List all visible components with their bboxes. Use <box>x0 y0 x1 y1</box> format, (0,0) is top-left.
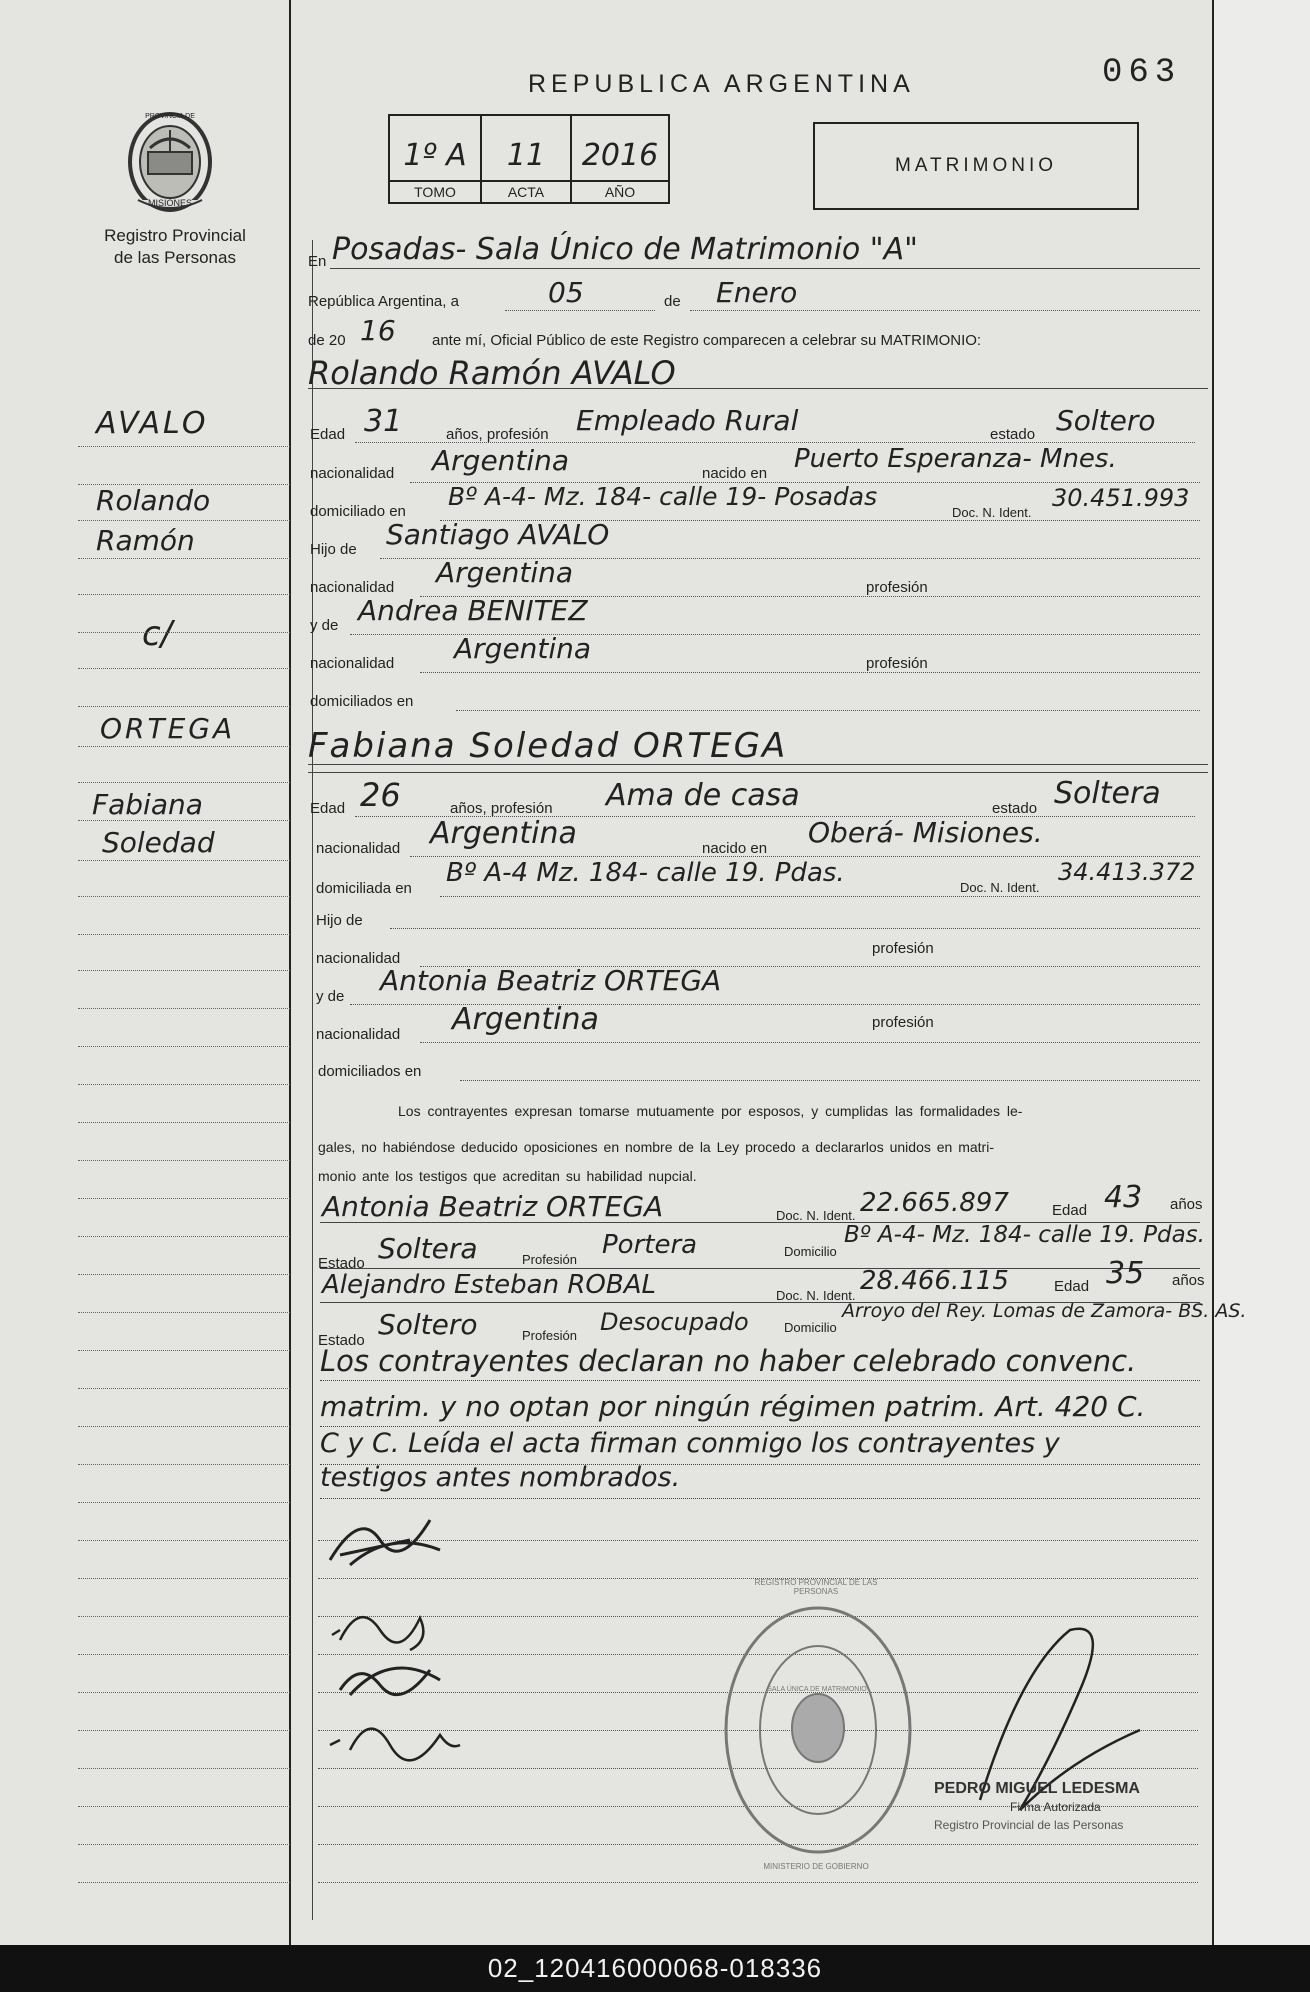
bride-nacido-label: nacido en <box>702 840 768 857</box>
note-rule-4 <box>320 1498 1200 1499</box>
bride-mother-nat-label: nacionalidad <box>316 1026 401 1043</box>
groom-mother-nat-label: nacionalidad <box>310 655 395 672</box>
day-value: 05 <box>548 276 584 309</box>
groom-father-nat-label: nacionalidad <box>310 579 395 596</box>
place-line <box>330 268 1200 269</box>
margin-rule <box>78 820 290 821</box>
stamp-outer-text: REGISTRO PROVINCIAL DE LAS PERSONAS <box>754 1578 878 1596</box>
ano-cell <box>572 116 668 202</box>
note-line-3: C y C. Leída el acta firman conmigo los contrayentes y <box>320 1428 1060 1459</box>
witness1-estado: Soltera <box>378 1232 478 1265</box>
witness2-doc: 28.466.115 <box>860 1266 1009 1296</box>
margin-rule <box>78 1008 290 1009</box>
bride-domiciliados-line <box>460 1080 1200 1081</box>
groom-estado: Soltero <box>1056 404 1156 437</box>
margin-rule <box>78 1312 290 1313</box>
year-suffix: 16 <box>360 314 396 347</box>
margin-rule <box>78 970 290 971</box>
margin-rule <box>78 1388 290 1389</box>
bride-name-line-2 <box>308 772 1208 773</box>
margin-rule <box>78 860 290 861</box>
groom-nacido-label: nacido en <box>702 465 768 482</box>
page-number: 063 <box>1102 54 1182 92</box>
bride-full-name: Fabiana Soledad ORTEGA <box>308 726 788 766</box>
bride-domic-line <box>440 896 1200 897</box>
margin-rule <box>78 896 290 897</box>
ruled-line <box>318 1882 1198 1883</box>
witness2-age: 35 <box>1106 1256 1145 1291</box>
margin-rule <box>78 520 290 521</box>
bride-domic-label: domiciliada en <box>316 880 412 897</box>
witness2-estado-label: Estado <box>318 1332 365 1349</box>
note-line-2: matrim. y no optan por ningún régimen patrim. Art. 420 C. <box>320 1390 1146 1423</box>
witness1-edad-label: Edad <box>1052 1202 1088 1219</box>
margin-rule <box>78 746 290 747</box>
registry-name-line2: de las Personas <box>114 248 236 267</box>
ante-text: ante mí, Oficial Público de este Registro comparecen a celebrar su MATRIMONIO: <box>432 332 982 349</box>
bride-yde-label: y de <box>316 988 345 1005</box>
note-line-4: testigos antes nombrados. <box>320 1462 681 1493</box>
margin-rule <box>78 1578 290 1579</box>
witness2-doc-label: Doc. N. Ident. <box>776 1288 856 1303</box>
declaration-line1: Los contrayentes expresan tomarse mutuamente por esposos, y cumplidas las formalidades le- <box>398 1103 1023 1119</box>
margin-rule <box>78 934 290 935</box>
margin-rule <box>78 668 290 669</box>
bride-profesion-label: años, profesión <box>450 800 553 817</box>
note-rule-2 <box>320 1426 1200 1427</box>
margin-rule <box>78 1616 290 1617</box>
bride-father-prof-label: profesión <box>872 940 934 957</box>
margin-rule <box>78 1426 290 1427</box>
margin-rule <box>78 1274 290 1275</box>
file-id-footer: 02_120416000068-018336 <box>0 1945 1310 1992</box>
margin-bride-first-name: Fabiana <box>92 788 203 821</box>
groom-birthplace: Puerto Esperanza- Mnes. <box>794 444 1117 474</box>
bride-mother-nationality: Argentina <box>452 1002 599 1037</box>
bride-profession: Ama de casa <box>606 778 800 813</box>
groom-estado-label: estado <box>990 426 1036 443</box>
tomo-value: 1º A <box>403 138 467 173</box>
margin-rule <box>78 1692 290 1693</box>
bride-nac-line <box>410 856 1200 857</box>
margin-rule <box>78 1464 290 1465</box>
margin-rule <box>78 1844 290 1845</box>
margin-middle-name: Ramón <box>96 524 195 557</box>
groom-doc-number: 30.451.993 <box>1052 484 1190 512</box>
groom-profession: Empleado Rural <box>576 404 799 437</box>
registry-name-line1: Registro Provincial <box>104 226 246 245</box>
groom-profesion-label: años, profesión <box>446 426 549 443</box>
official-stamp-icon <box>718 1600 918 1860</box>
groom-mother-prof-label: profesión <box>866 655 928 672</box>
day-line <box>505 310 655 311</box>
bride-nac-label: nacionalidad <box>316 840 401 857</box>
margin-rule <box>78 1502 290 1503</box>
groom-edad-label: Edad <box>310 426 346 443</box>
body-rule <box>312 240 313 1920</box>
groom-mother-nationality: Argentina <box>454 632 592 665</box>
margin-bride-middle-name: Soledad <box>102 826 215 859</box>
witness2-estado: Soltero <box>378 1308 478 1341</box>
margin-rule <box>78 1084 290 1085</box>
groom-edad-line <box>355 442 1195 443</box>
officer-org: Registro Provincial de las Personas <box>934 1818 1124 1832</box>
witness1-age: 43 <box>1104 1180 1143 1215</box>
groom-mother-nat-line <box>420 672 1200 673</box>
margin-surname: AVALO <box>96 406 209 441</box>
page-edge <box>1212 0 1310 1945</box>
acta-label: ACTA <box>482 180 570 202</box>
margin-rule <box>78 558 290 559</box>
bride-mother-nat-line <box>420 1042 1200 1043</box>
margin-rule <box>78 706 290 707</box>
stamp-bottom-text: MINISTERIO DE GOBIERNO <box>763 1862 869 1871</box>
officer-title: Firma Autorizada <box>1010 1800 1101 1814</box>
bride-age: 26 <box>360 776 401 814</box>
groom-age: 31 <box>364 404 403 439</box>
month-value: Enero <box>716 276 798 309</box>
ano-label: AÑO <box>572 180 668 202</box>
acta-cell <box>482 116 572 202</box>
groom-yde-label: y de <box>310 617 339 634</box>
witness2-name: Alejandro Esteban ROBAL <box>322 1270 656 1300</box>
margin-rule <box>78 1882 290 1883</box>
officer-name: PEDRO MIGUEL LEDESMA <box>934 1780 1140 1797</box>
witness2-domicilio-label: Domicilio <box>784 1320 837 1335</box>
margin-rule <box>78 1806 290 1807</box>
bride-estado: Soltera <box>1054 776 1161 811</box>
groom-name-line <box>308 388 1208 389</box>
margin-rule <box>78 1768 290 1769</box>
declaration-line3: monio ante los testigos que acreditan su habilidad nupcial. <box>318 1168 697 1184</box>
groom-domiciliados-line <box>456 710 1200 711</box>
matrimonio-box: MATRIMONIO <box>813 122 1139 210</box>
groom-domic-label: domiciliado en <box>310 503 406 520</box>
witness1-profesion-label: Profesión <box>522 1252 577 1267</box>
groom-address: Bº A-4- Mz. 184- calle 19- Posadas <box>448 482 878 511</box>
witness1-line2 <box>320 1268 1200 1269</box>
tomo-cell <box>390 116 482 202</box>
note-line-1: Los contrayentes declaran no haber celebrado convenc. <box>320 1344 1137 1378</box>
witness1-estado-label: Estado <box>318 1255 365 1272</box>
margin-rule <box>78 1046 290 1047</box>
margin-rule <box>78 782 290 783</box>
witness1-profession: Portera <box>602 1230 698 1260</box>
tomo-label: TOMO <box>390 180 480 202</box>
bride-nationality: Argentina <box>430 816 577 851</box>
margin-rule <box>78 1160 290 1161</box>
margin-first-name: Rolando <box>96 484 211 517</box>
margin-rule <box>78 594 290 595</box>
groom-nac-label: nacionalidad <box>310 465 395 482</box>
bride-doc-label: Doc. N. Ident. <box>960 880 1040 895</box>
margin-rule <box>78 1122 290 1123</box>
bride-mother: Antonia Beatriz ORTEGA <box>380 964 722 997</box>
year-prefix: de 20 <box>308 332 346 349</box>
witness2-address: Arroyo del Rey. Lomas de Zamora- BS. AS. <box>842 1300 1247 1322</box>
margin-rule <box>78 446 290 447</box>
republica-label: República Argentina, a <box>308 293 459 310</box>
witness2-edad-label: Edad <box>1054 1278 1090 1295</box>
bride-father-nat-label: nacionalidad <box>316 950 401 967</box>
groom-father: Santiago AVALO <box>386 518 610 551</box>
bride-edad-label: Edad <box>310 800 346 817</box>
witness1-doc: 22.665.897 <box>860 1188 1009 1218</box>
bride-doc-number: 34.413.372 <box>1058 858 1196 886</box>
witness1-name: Antonia Beatriz ORTEGA <box>322 1190 664 1223</box>
witness1-doc-label: Doc. N. Ident. <box>776 1208 856 1223</box>
margin-rule <box>78 1654 290 1655</box>
margin-rule <box>78 1730 290 1731</box>
bride-birthplace: Oberá- Misiones. <box>808 816 1043 849</box>
witness1-domicilio-label: Domicilio <box>784 1244 837 1259</box>
bride-name-line <box>308 764 1208 765</box>
bride-estado-label: estado <box>992 800 1038 817</box>
margin-rule <box>78 1540 290 1541</box>
note-rule-1 <box>320 1380 1200 1381</box>
tomo-acta-ano-table <box>388 114 670 204</box>
margin-connector: c/ <box>142 614 173 654</box>
month-line <box>690 310 1200 311</box>
de-label: de <box>664 293 681 310</box>
witness1-anos-label: años <box>1170 1196 1203 1213</box>
place-value: Posadas- Sala Único de Matrimonio "A" <box>332 232 918 267</box>
acta-value: 11 <box>506 138 546 173</box>
groom-father-prof-label: profesión <box>866 579 928 596</box>
seal-top-text: PROVINCIA DE <box>145 113 195 120</box>
groom-doc-label: Doc. N. Ident. <box>952 505 1032 520</box>
margin-rule <box>78 1350 290 1351</box>
bride-address: Bº A-4 Mz. 184- calle 19. Pdas. <box>446 858 845 888</box>
margin-rule <box>78 1236 290 1237</box>
signatures-icon <box>320 1500 500 1780</box>
bride-hijo-label: Hijo de <box>316 912 363 929</box>
stamp-inner-text: SALA ÚNICA DE MATRIMONIO <box>767 1686 867 1693</box>
bride-father-line <box>390 928 1200 929</box>
bride-mother-prof-label: profesión <box>872 1014 934 1031</box>
en-label: En <box>308 253 327 270</box>
groom-hijo-label: Hijo de <box>310 541 357 558</box>
margin-rule <box>78 484 290 485</box>
seal-bottom-text: MISIONES <box>147 198 192 208</box>
witness2-profesion-label: Profesión <box>522 1328 577 1343</box>
margin-rule <box>78 632 290 633</box>
groom-full-name: Rolando Ramón AVALO <box>308 354 676 392</box>
margin-rule <box>78 1198 290 1199</box>
bride-domiciliados-label: domiciliados en <box>318 1063 422 1080</box>
witness2-profession: Desocupado <box>600 1308 749 1336</box>
witness2-anos-label: años <box>1172 1272 1205 1289</box>
country-title: REPUBLICA ARGENTINA <box>528 70 915 98</box>
groom-domiciliados-label: domiciliados en <box>310 693 414 710</box>
declaration-line2: gales, no habiéndose deducido oposiciones en nombre de la Ley procedo a declararlos unidos en matri- <box>318 1139 994 1155</box>
groom-nationality: Argentina <box>432 444 570 477</box>
ano-value: 2016 <box>581 138 659 173</box>
groom-father-nationality: Argentina <box>436 556 574 589</box>
margin-bride-surname: ORTEGA <box>100 712 236 745</box>
witness1-address: Bº A-4- Mz. 184- calle 19. Pdas. <box>844 1222 1205 1248</box>
groom-mother: Andrea BENITEZ <box>358 594 588 627</box>
